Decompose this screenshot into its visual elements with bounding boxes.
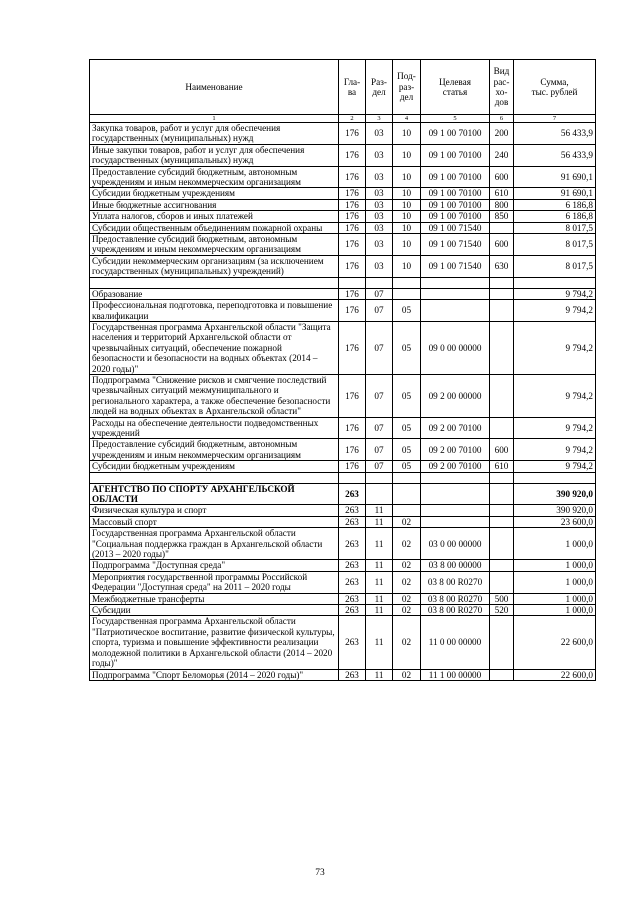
row-name: Межбюджетные трансферты <box>90 593 339 604</box>
table-row <box>90 166 596 188</box>
row-target-article: 09 1 00 70100 <box>421 166 490 188</box>
row-glava: 176 <box>339 234 366 256</box>
row-expense-type: 610 <box>490 188 514 199</box>
row-name: АГЕНТСТВО ПО СПОРТУ АРХАНГЕЛЬСКОЙ ОБЛАСТИ <box>90 483 339 505</box>
row-razdel: 07 <box>366 461 393 472</box>
table-row <box>90 439 596 461</box>
row-razdel: 07 <box>366 288 393 299</box>
table-row <box>90 593 596 604</box>
table-row <box>90 374 596 417</box>
row-podrazdel: 10 <box>393 123 421 145</box>
row-razdel: 07 <box>366 417 393 439</box>
row-podrazdel: 02 <box>393 560 421 571</box>
table-row <box>90 605 596 616</box>
header-target-article: Целевая статья <box>421 60 490 115</box>
row-podrazdel: 02 <box>393 528 421 560</box>
row-podrazdel: 10 <box>393 234 421 256</box>
row-razdel: 11 <box>366 528 393 560</box>
row-name: Государственная программа Архангельской области "Защита населения и территорий Архангельской области от чрезвычайных ситуаций, обеспечение пожарной безопасности и безопасности на водных объектах (2014 – 2020 годы)" <box>90 321 339 374</box>
column-number: 4 <box>393 115 421 123</box>
row-glava: 263 <box>339 571 366 593</box>
row-target-article: 09 1 00 70100 <box>421 211 490 222</box>
row-podrazdel: 10 <box>393 199 421 210</box>
row-sum: 9 794,2 <box>514 374 596 417</box>
table-row <box>90 211 596 222</box>
row-sum: 1 000,0 <box>514 528 596 560</box>
row-expense-type <box>490 288 514 299</box>
table-row <box>90 288 596 299</box>
row-glava: 176 <box>339 123 366 145</box>
table-row <box>90 483 596 505</box>
row-name: Профессиональная подготовка, переподготовка и повышение квалификации <box>90 300 339 322</box>
row-podrazdel: 05 <box>393 374 421 417</box>
empty-cell <box>393 472 421 483</box>
row-sum: 8 017,5 <box>514 255 596 277</box>
row-target-article <box>421 483 490 505</box>
row-sum: 56 433,9 <box>514 144 596 166</box>
row-name: Подпрограмма "Спорт Беломорья (2014 – 2020 годы)" <box>90 669 339 680</box>
table-row <box>90 222 596 233</box>
table-row <box>90 505 596 516</box>
row-name: Расходы на обеспечение деятельности подведомственных учреждений <box>90 417 339 439</box>
row-name: Иные закупки товаров, работ и услуг для обеспечения государственных (муниципальных) нужд <box>90 144 339 166</box>
row-expense-type <box>490 616 514 669</box>
row-sum: 390 920,0 <box>514 483 596 505</box>
empty-cell <box>490 277 514 288</box>
row-name: Физическая культура и спорт <box>90 505 339 516</box>
table-row <box>90 300 596 322</box>
row-expense-type <box>490 516 514 527</box>
row-name: Субсидии бюджетным учреждениям <box>90 461 339 472</box>
row-sum: 1 000,0 <box>514 605 596 616</box>
row-glava: 263 <box>339 669 366 680</box>
row-target-article: 09 1 00 71540 <box>421 255 490 277</box>
row-sum: 6 186,8 <box>514 199 596 210</box>
empty-cell <box>90 277 339 288</box>
row-razdel: 03 <box>366 222 393 233</box>
empty-cell <box>393 277 421 288</box>
row-expense-type: 800 <box>490 199 514 210</box>
row-podrazdel <box>393 483 421 505</box>
row-sum: 9 794,2 <box>514 321 596 374</box>
row-target-article <box>421 516 490 527</box>
row-target-article: 09 1 00 70100 <box>421 123 490 145</box>
row-target-article: 03 8 00 R0270 <box>421 571 490 593</box>
row-sum: 1 000,0 <box>514 560 596 571</box>
row-sum: 390 920,0 <box>514 505 596 516</box>
row-glava: 176 <box>339 144 366 166</box>
column-number: 1 <box>90 115 339 123</box>
table-row <box>90 234 596 256</box>
row-target-article: 09 1 00 70100 <box>421 199 490 210</box>
spacer-row <box>90 277 596 288</box>
row-razdel: 03 <box>366 123 393 145</box>
row-name: Субсидии некоммерческим организациям (за исключением государственных (муниципальных) учреждений) <box>90 255 339 277</box>
table-body <box>90 123 596 681</box>
row-razdel: 07 <box>366 439 393 461</box>
row-podrazdel: 05 <box>393 321 421 374</box>
row-target-article: 11 1 00 00000 <box>421 669 490 680</box>
row-expense-type <box>490 222 514 233</box>
row-podrazdel: 10 <box>393 166 421 188</box>
row-sum: 23 600,0 <box>514 516 596 527</box>
row-name: Массовый спорт <box>90 516 339 527</box>
row-expense-type <box>490 505 514 516</box>
row-podrazdel: 02 <box>393 605 421 616</box>
table-row <box>90 516 596 527</box>
row-razdel: 11 <box>366 571 393 593</box>
spacer-row <box>90 472 596 483</box>
row-glava: 176 <box>339 374 366 417</box>
row-glava: 176 <box>339 288 366 299</box>
column-number: 7 <box>514 115 596 123</box>
row-podrazdel: 10 <box>393 255 421 277</box>
row-name: Иные бюджетные ассигнования <box>90 199 339 210</box>
row-target-article: 09 2 00 70100 <box>421 439 490 461</box>
column-number-row <box>90 115 596 123</box>
row-target-article: 09 1 00 70100 <box>421 144 490 166</box>
row-razdel: 11 <box>366 593 393 604</box>
row-razdel: 11 <box>366 616 393 669</box>
table-row <box>90 144 596 166</box>
row-expense-type: 200 <box>490 123 514 145</box>
row-sum: 9 794,2 <box>514 288 596 299</box>
row-glava: 176 <box>339 222 366 233</box>
row-sum: 9 794,2 <box>514 439 596 461</box>
row-target-article <box>421 300 490 322</box>
row-glava: 263 <box>339 483 366 505</box>
row-podrazdel: 02 <box>393 516 421 527</box>
row-expense-type: 600 <box>490 166 514 188</box>
row-podrazdel: 10 <box>393 211 421 222</box>
row-glava: 263 <box>339 560 366 571</box>
header-expense-type: Вид рас- хо- дов <box>490 60 514 115</box>
row-glava: 176 <box>339 211 366 222</box>
table-row <box>90 461 596 472</box>
row-target-article: 03 8 00 R0270 <box>421 605 490 616</box>
empty-cell <box>421 472 490 483</box>
row-name: Предоставление субсидий бюджетным, автономным учреждениям и иным некоммерческим организациям <box>90 439 339 461</box>
row-razdel: 11 <box>366 605 393 616</box>
row-podrazdel: 05 <box>393 461 421 472</box>
row-expense-type: 850 <box>490 211 514 222</box>
row-target-article: 09 1 00 70100 <box>421 188 490 199</box>
row-expense-type: 520 <box>490 605 514 616</box>
row-razdel: 03 <box>366 144 393 166</box>
row-glava: 176 <box>339 255 366 277</box>
row-razdel: 11 <box>366 505 393 516</box>
row-target-article: 09 1 00 71540 <box>421 234 490 256</box>
empty-cell <box>366 472 393 483</box>
row-target-article: 03 0 00 00000 <box>421 528 490 560</box>
row-name: Образование <box>90 288 339 299</box>
row-expense-type: 500 <box>490 593 514 604</box>
table-row <box>90 255 596 277</box>
row-sum: 1 000,0 <box>514 571 596 593</box>
row-sum: 22 600,0 <box>514 616 596 669</box>
row-sum: 8 017,5 <box>514 222 596 233</box>
budget-document <box>89 59 595 681</box>
table-row <box>90 669 596 680</box>
table-row <box>90 528 596 560</box>
row-glava: 176 <box>339 321 366 374</box>
row-name: Государственная программа Архангельской области "Патриотическое воспитание, развитие физической культуры, спорта, туризма и повышение эффективности реализации молодежной политики в Архангельской области (2014 – 2020 годы)" <box>90 616 339 669</box>
row-target-article: 11 0 00 00000 <box>421 616 490 669</box>
empty-cell <box>490 472 514 483</box>
header-sum: Сумма, тыс. рублей <box>514 60 596 115</box>
row-razdel: 11 <box>366 516 393 527</box>
row-name: Предоставление субсидий бюджетным, автономным учреждениям и иным некоммерческим организациям <box>90 166 339 188</box>
row-target-article: 09 2 00 70100 <box>421 417 490 439</box>
row-podrazdel: 02 <box>393 593 421 604</box>
row-name: Субсидии <box>90 605 339 616</box>
empty-cell <box>421 277 490 288</box>
row-razdel: 03 <box>366 166 393 188</box>
row-glava: 176 <box>339 417 366 439</box>
table-row <box>90 616 596 669</box>
row-target-article: 03 8 00 R0270 <box>421 593 490 604</box>
row-razdel: 03 <box>366 199 393 210</box>
row-glava: 176 <box>339 461 366 472</box>
row-podrazdel: 02 <box>393 571 421 593</box>
row-razdel: 07 <box>366 300 393 322</box>
empty-cell <box>514 277 596 288</box>
row-podrazdel: 05 <box>393 300 421 322</box>
row-glava: 263 <box>339 605 366 616</box>
row-sum: 1 000,0 <box>514 593 596 604</box>
row-razdel: 03 <box>366 234 393 256</box>
row-podrazdel: 02 <box>393 669 421 680</box>
row-razdel: 07 <box>366 321 393 374</box>
column-number: 2 <box>339 115 366 123</box>
row-name: Уплата налогов, сборов и иных платежей <box>90 211 339 222</box>
row-glava: 263 <box>339 505 366 516</box>
row-name: Мероприятия государственной программы Российской Федерации "Доступная среда" на 2011 – 2020 годы <box>90 571 339 593</box>
column-number: 5 <box>421 115 490 123</box>
column-number: 6 <box>490 115 514 123</box>
row-target-article: 09 0 00 00000 <box>421 321 490 374</box>
row-name: Предоставление субсидий бюджетным, автономным учреждениям и иным некоммерческим организациям <box>90 234 339 256</box>
row-expense-type: 240 <box>490 144 514 166</box>
row-razdel: 03 <box>366 188 393 199</box>
row-podrazdel <box>393 505 421 516</box>
row-podrazdel: 10 <box>393 144 421 166</box>
row-glava: 176 <box>339 300 366 322</box>
row-expense-type <box>490 571 514 593</box>
row-name: Субсидии общественным объединениям пожарной охраны <box>90 222 339 233</box>
row-expense-type <box>490 300 514 322</box>
row-expense-type <box>490 528 514 560</box>
row-target-article: 09 1 00 71540 <box>421 222 490 233</box>
row-expense-type <box>490 669 514 680</box>
row-glava: 263 <box>339 616 366 669</box>
table-row <box>90 199 596 210</box>
row-sum: 9 794,2 <box>514 461 596 472</box>
row-glava: 176 <box>339 188 366 199</box>
row-podrazdel <box>393 288 421 299</box>
header-podrazdel: Под- раз- дел <box>393 60 421 115</box>
row-expense-type: 610 <box>490 461 514 472</box>
empty-cell <box>514 472 596 483</box>
column-number: 3 <box>366 115 393 123</box>
row-sum: 91 690,1 <box>514 166 596 188</box>
row-sum: 8 017,5 <box>514 234 596 256</box>
page-number: 73 <box>315 868 325 878</box>
row-expense-type <box>490 374 514 417</box>
table-row <box>90 123 596 145</box>
budget-table <box>89 59 596 681</box>
row-sum: 9 794,2 <box>514 417 596 439</box>
row-glava: 176 <box>339 166 366 188</box>
row-razdel: 03 <box>366 211 393 222</box>
row-target-article <box>421 288 490 299</box>
row-glava: 263 <box>339 593 366 604</box>
row-podrazdel: 02 <box>393 616 421 669</box>
row-expense-type <box>490 483 514 505</box>
row-expense-type: 630 <box>490 255 514 277</box>
row-razdel <box>366 483 393 505</box>
table-row <box>90 321 596 374</box>
row-target-article: 09 2 00 70100 <box>421 461 490 472</box>
row-expense-type <box>490 560 514 571</box>
row-podrazdel: 05 <box>393 439 421 461</box>
row-name: Закупка товаров, работ и услуг для обеспечения государственных (муниципальных) нужд <box>90 123 339 145</box>
empty-cell <box>339 277 366 288</box>
row-glava: 263 <box>339 516 366 527</box>
row-sum: 22 600,0 <box>514 669 596 680</box>
empty-cell <box>339 472 366 483</box>
table-row <box>90 188 596 199</box>
row-podrazdel: 10 <box>393 222 421 233</box>
row-sum: 56 433,9 <box>514 123 596 145</box>
row-target-article: 03 8 00 00000 <box>421 560 490 571</box>
row-razdel: 11 <box>366 669 393 680</box>
row-expense-type: 600 <box>490 234 514 256</box>
row-target-article: 09 2 00 00000 <box>421 374 490 417</box>
row-name: Субсидии бюджетным учреждениям <box>90 188 339 199</box>
row-sum: 91 690,1 <box>514 188 596 199</box>
row-sum: 6 186,8 <box>514 211 596 222</box>
table-row <box>90 417 596 439</box>
row-glava: 176 <box>339 199 366 210</box>
empty-cell <box>366 277 393 288</box>
row-sum: 9 794,2 <box>514 300 596 322</box>
row-razdel: 11 <box>366 560 393 571</box>
row-name: Подпрограмма "Доступная среда" <box>90 560 339 571</box>
row-expense-type <box>490 417 514 439</box>
row-podrazdel: 10 <box>393 188 421 199</box>
header-razdel: Раз- дел <box>366 60 393 115</box>
header-row <box>90 60 596 115</box>
row-razdel: 07 <box>366 374 393 417</box>
row-glava: 263 <box>339 528 366 560</box>
row-razdel: 03 <box>366 255 393 277</box>
row-expense-type <box>490 321 514 374</box>
header-name: Наименование <box>90 60 339 115</box>
header-glava: Гла- ва <box>339 60 366 115</box>
row-name: Подпрограмма "Снижение рисков и смягчение последствий чрезвычайных ситуаций межмуниципального и регионального характера, а также обеспечение безопасности людей на водных объектах в Архангельской области" <box>90 374 339 417</box>
table-row <box>90 560 596 571</box>
row-name: Государственная программа Архангельской области "Социальная поддержка граждан в Архангельской области (2013 – 2020 годы)" <box>90 528 339 560</box>
row-expense-type: 600 <box>490 439 514 461</box>
row-glava: 176 <box>339 439 366 461</box>
row-podrazdel: 05 <box>393 417 421 439</box>
row-target-article <box>421 505 490 516</box>
empty-cell <box>90 472 339 483</box>
table-row <box>90 571 596 593</box>
